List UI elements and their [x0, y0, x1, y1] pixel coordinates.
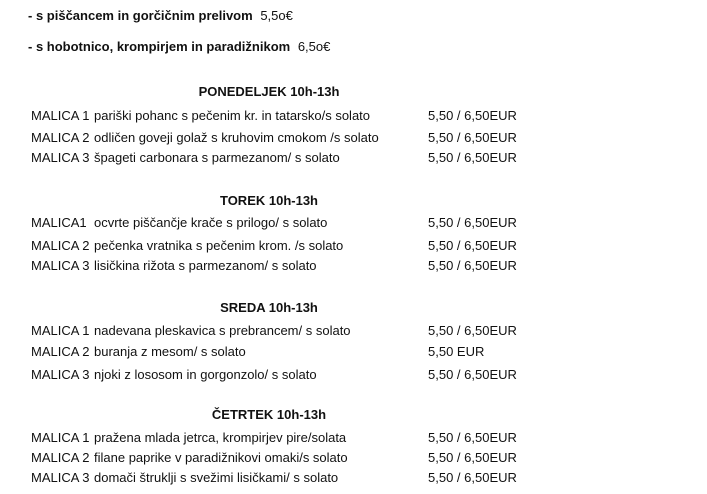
- meal-description: nadevana pleskavica s prebrancem/ s solato: [94, 323, 351, 338]
- meal-description: domači štruklji s svežimi lisičkami/ s solato: [94, 470, 339, 485]
- day-heading: TOREK 10h-13h: [219, 193, 318, 208]
- intro-price: 6,5o€: [297, 39, 331, 54]
- meal-price: 5,50 / 6,50EUR: [428, 130, 517, 145]
- menu-row: [28, 108, 548, 124]
- meal-label: MALICA 1: [31, 323, 90, 338]
- intro-item: [28, 8, 293, 24]
- meal-description: filane paprike v paradižnikovi omaki/s solato: [94, 450, 348, 465]
- meal-description: pariški pohanc s pečenim kr. in tatarsko/s solato: [94, 108, 371, 123]
- meal-price: 5,50 / 6,50EUR: [428, 367, 517, 382]
- menu-row: [28, 344, 548, 360]
- menu-row: [28, 215, 548, 231]
- intro-item: [28, 39, 330, 55]
- meal-label: MALICA 1: [31, 430, 90, 445]
- intro-dish: - s piščancem in gorčičnim prelivom: [28, 8, 253, 23]
- meal-description: odličen goveji golaž s kruhovim cmokom /s solato: [94, 130, 379, 145]
- meal-price: 5,50 / 6,50EUR: [428, 450, 517, 465]
- meal-description: njoki z lososom in gorgonzolo/ s solato: [94, 367, 317, 382]
- menu-row: [28, 450, 548, 466]
- menu-row: [28, 258, 548, 274]
- menu-row: [28, 130, 548, 146]
- meal-label: MALICA 1: [31, 108, 90, 123]
- meal-label: MALICA 2: [31, 344, 90, 359]
- meal-price: 5,50 / 6,50EUR: [428, 108, 517, 123]
- meal-label: MALICA 2: [31, 130, 90, 145]
- day-heading: PONEDELJEK 10h-13h: [198, 84, 340, 99]
- menu-row: [28, 150, 548, 166]
- meal-description: buranja z mesom/ s solato: [94, 344, 246, 359]
- meal-price: 5,50 / 6,50EUR: [428, 238, 517, 253]
- menu-row: [28, 430, 548, 446]
- meal-label: MALICA 2: [31, 450, 90, 465]
- meal-description: špageti carbonara s parmezanom/ s solato: [94, 150, 340, 165]
- meal-label: MALICA 3: [31, 258, 90, 273]
- intro-dish: - s hobotnico, krompirjem in paradižnikom: [28, 39, 291, 54]
- meal-label: MALICA 3: [31, 367, 90, 382]
- day-heading: SREDA 10h-13h: [220, 300, 318, 315]
- meal-description: lisičkina rižota s parmezanom/ s solato: [94, 258, 317, 273]
- meal-label: MALICA 3: [31, 470, 90, 485]
- meal-price: 5,50 / 6,50EUR: [428, 430, 517, 445]
- meal-description: ocvrte piščančje krače s prilogo/ s solato: [94, 215, 328, 230]
- meal-label: MALICA 3: [31, 150, 90, 165]
- menu-row: [28, 323, 548, 339]
- meal-price: 5,50 EUR: [428, 344, 485, 359]
- day-heading: ČETRTEK 10h-13h: [211, 407, 327, 422]
- meal-price: 5,50 / 6,50EUR: [428, 470, 517, 485]
- meal-label: MALICA 2: [31, 238, 90, 253]
- meal-price: 5,50 / 6,50EUR: [428, 258, 517, 273]
- meal-label: MALICA1: [31, 215, 87, 230]
- intro-price: 5,5o€: [260, 8, 293, 23]
- meal-price: 5,50 / 6,50EUR: [428, 150, 517, 165]
- meal-price: 5,50 / 6,50EUR: [428, 323, 517, 338]
- meal-description: pražena mlada jetrca, krompirjev pire/solata: [94, 430, 347, 445]
- menu-row: [28, 470, 548, 486]
- meal-price: 5,50 / 6,50EUR: [428, 215, 517, 230]
- menu-row: [28, 238, 548, 254]
- menu-row: [28, 367, 548, 383]
- meal-description: pečenka vratnika s pečenim krom. /s solato: [94, 238, 344, 253]
